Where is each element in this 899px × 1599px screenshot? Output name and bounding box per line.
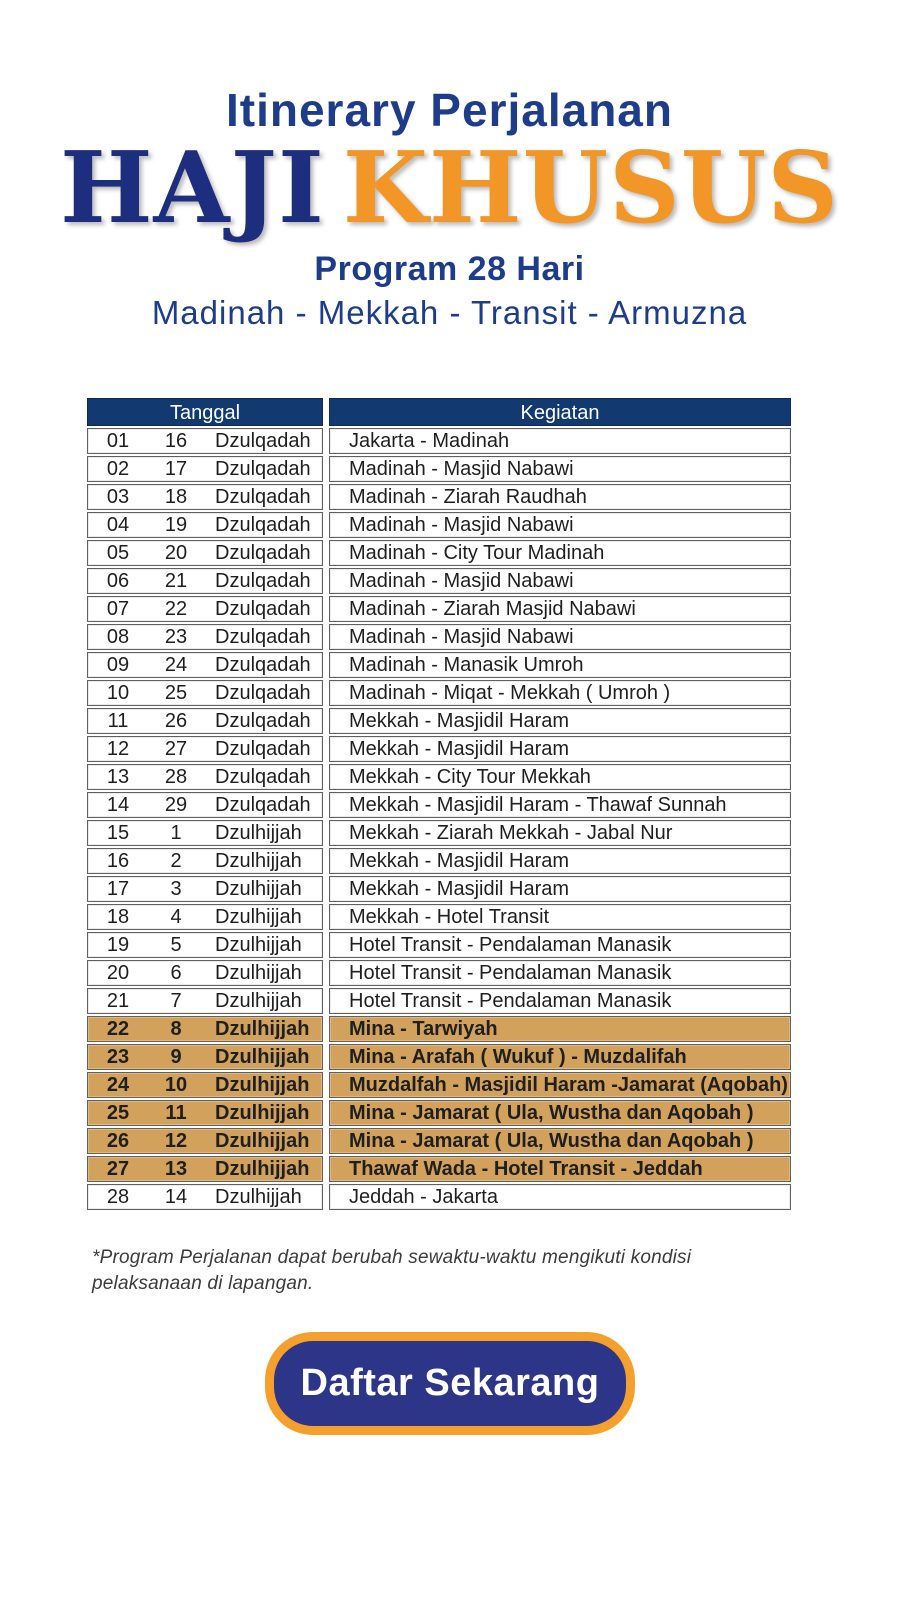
hijri-date: 26: [164, 710, 188, 732]
main-title-haji: HAJI: [59, 131, 325, 247]
activity-text: Mekkah - Hotel Transit: [349, 906, 550, 928]
tanggal-cell: [87, 428, 323, 454]
tanggal-cell: [87, 456, 323, 482]
hijri-date: 19: [164, 514, 188, 536]
activity-text: Madinah - Miqat - Mekkah ( Umroh ): [349, 682, 671, 704]
day-number: 25: [106, 1102, 130, 1124]
tanggal-cell: [87, 1016, 323, 1042]
main-title-khusus: KHUSUS: [342, 131, 840, 247]
activity-text: Muzdalfah - Masjidil Haram -Jamarat (Aqobah): [349, 1074, 788, 1096]
hijri-date: 6: [170, 962, 182, 984]
activity-text: Mina - Jamarat ( Ula, Wustha dan Aqobah ): [349, 1130, 754, 1152]
hijri-month: Dzulhijjah: [215, 962, 302, 984]
day-number: 03: [106, 486, 130, 508]
day-number: 23: [106, 1046, 130, 1068]
hijri-date: 12: [164, 1130, 188, 1152]
activity-text: Mina - Jamarat ( Ula, Wustha dan Aqobah ): [349, 1102, 754, 1124]
hijri-month: Dzulqadah: [215, 766, 311, 788]
activity-text: Madinah - City Tour Madinah: [349, 542, 605, 564]
tanggal-cell: [87, 820, 323, 846]
table-header: [87, 398, 791, 426]
activity-text: Thawaf Wada - Hotel Transit - Jeddah: [349, 1158, 703, 1180]
kegiatan-cell: [329, 932, 791, 958]
day-number: 10: [106, 682, 130, 704]
activity-text: Hotel Transit - Pendalaman Manasik: [349, 990, 672, 1012]
table-row: [87, 624, 791, 650]
hijri-date: 13: [164, 1158, 188, 1180]
tanggal-cell: [87, 596, 323, 622]
activity-text: Mekkah - City Tour Mekkah: [349, 766, 591, 788]
day-number: 28: [106, 1186, 130, 1208]
kegiatan-cell: [329, 988, 791, 1014]
kegiatan-cell: [329, 904, 791, 930]
hijri-date: 2: [170, 850, 182, 872]
day-number: 07: [106, 598, 130, 620]
table-row: [87, 960, 791, 986]
hijri-month: Dzulqadah: [215, 626, 311, 648]
hijri-month: Dzulhijjah: [215, 822, 302, 844]
tanggal-cell: [87, 484, 323, 510]
hijri-month: Dzulhijjah: [215, 1046, 310, 1068]
hijri-month: Dzulhijjah: [215, 1074, 310, 1096]
hijri-month: Dzulhijjah: [215, 878, 302, 900]
tanggal-cell: [87, 736, 323, 762]
hijri-date: 25: [164, 682, 188, 704]
hijri-month: Dzulhijjah: [215, 850, 302, 872]
table-row: [87, 904, 791, 930]
hijri-date: 27: [164, 738, 188, 760]
tanggal-cell: [87, 624, 323, 650]
hijri-month: Dzulqadah: [215, 486, 311, 508]
activity-text: Mekkah - Ziarah Mekkah - Jabal Nur: [349, 822, 673, 844]
activity-text: Mekkah - Masjidil Haram - Thawaf Sunnah: [349, 794, 727, 816]
activity-text: Mekkah - Masjidil Haram: [349, 850, 570, 872]
hijri-date: 23: [164, 626, 188, 648]
table-row: [87, 1044, 791, 1070]
day-number: 19: [106, 934, 130, 956]
day-number: 20: [106, 962, 130, 984]
hijri-month: Dzulqadah: [215, 794, 311, 816]
tanggal-cell: [87, 1184, 323, 1210]
register-button[interactable]: [265, 1332, 635, 1435]
day-number: 09: [106, 654, 130, 676]
tanggal-cell: [87, 848, 323, 874]
hijri-month: Dzulqadah: [215, 430, 311, 452]
table-row: [87, 764, 791, 790]
table-row: [87, 540, 791, 566]
table-row: [87, 1016, 791, 1042]
day-number: 16: [106, 850, 130, 872]
table-row: [87, 1100, 791, 1126]
table-row: [87, 1072, 791, 1098]
page-title: Itinerary Perjalanan: [226, 84, 673, 136]
hijri-month: Dzulqadah: [215, 598, 311, 620]
activity-text: Hotel Transit - Pendalaman Manasik: [349, 934, 672, 956]
column-header-kegiatan: Kegiatan: [329, 398, 791, 426]
hijri-date: 18: [164, 486, 188, 508]
activity-text: Mina - Tarwiyah: [349, 1018, 498, 1040]
kegiatan-cell: [329, 1072, 791, 1098]
table-row: [87, 932, 791, 958]
tanggal-cell: [87, 568, 323, 594]
kegiatan-cell: [329, 596, 791, 622]
kegiatan-cell: [329, 876, 791, 902]
table-row: [87, 428, 791, 454]
activity-text: Madinah - Masjid Nabawi: [349, 458, 574, 480]
tanggal-cell: [87, 1100, 323, 1126]
route-subtitle: Madinah - Mekkah - Transit - Armuzna: [151, 294, 748, 332]
hijri-date: 11: [165, 1102, 187, 1124]
activity-text: Madinah - Masjid Nabawi: [349, 570, 574, 592]
day-number: 22: [106, 1018, 130, 1040]
tanggal-cell: [87, 1156, 323, 1182]
hijri-month: Dzulqadah: [215, 654, 311, 676]
hijri-date: 7: [170, 990, 182, 1012]
table-body: [87, 428, 791, 1210]
kegiatan-cell: [329, 512, 791, 538]
activity-text: Madinah - Ziarah Raudhah: [349, 486, 587, 508]
hijri-month: Dzulqadah: [215, 458, 311, 480]
hijri-month: Dzulqadah: [215, 514, 311, 536]
activity-text: Jeddah - Jakarta: [349, 1186, 498, 1208]
tanggal-cell: [87, 764, 323, 790]
program-duration: Program 28 Hari: [314, 250, 585, 289]
day-number: 08: [106, 626, 130, 648]
activity-text: Madinah - Manasik Umroh: [349, 654, 584, 676]
table-row: [87, 652, 791, 678]
hijri-date: 8: [170, 1018, 182, 1040]
tanggal-cell: [87, 876, 323, 902]
hijri-month: Dzulhijjah: [215, 990, 302, 1012]
activity-text: Mekkah - Masjidil Haram: [349, 710, 570, 732]
hijri-month: Dzulqadah: [215, 570, 311, 592]
tanggal-cell: [87, 1072, 323, 1098]
hijri-date: 5: [170, 934, 182, 956]
kegiatan-cell: [329, 428, 791, 454]
kegiatan-cell: [329, 456, 791, 482]
kegiatan-cell: [329, 708, 791, 734]
table-row: [87, 876, 791, 902]
hijri-month: Dzulhijjah: [215, 1130, 310, 1152]
hijri-month: Dzulhijjah: [215, 1018, 310, 1040]
day-number: 18: [106, 906, 130, 928]
kegiatan-cell: [329, 1100, 791, 1126]
hijri-date: 9: [170, 1046, 182, 1068]
activity-text: Mina - Arafah ( Wukuf ) - Muzdalifah: [349, 1046, 687, 1068]
tanggal-cell: [87, 1044, 323, 1070]
itinerary-table: [87, 398, 791, 1212]
table-row: [87, 456, 791, 482]
hijri-month: Dzulhijjah: [215, 934, 302, 956]
table-row: [87, 484, 791, 510]
header: [0, 0, 899, 332]
table-row: [87, 568, 791, 594]
day-number: 02: [106, 458, 130, 480]
kegiatan-cell: [329, 568, 791, 594]
day-number: 01: [106, 430, 130, 452]
tanggal-cell: [87, 512, 323, 538]
hijri-date: 28: [164, 766, 188, 788]
tanggal-cell: [87, 988, 323, 1014]
tanggal-cell: [87, 960, 323, 986]
day-number: 27: [106, 1158, 130, 1180]
kegiatan-cell: [329, 1156, 791, 1182]
kegiatan-cell: [329, 792, 791, 818]
table-row: [87, 1128, 791, 1154]
kegiatan-cell: [329, 484, 791, 510]
hijri-month: Dzulhijjah: [215, 906, 302, 928]
kegiatan-cell: [329, 652, 791, 678]
hijri-month: Dzulqadah: [215, 682, 311, 704]
table-row: [87, 1184, 791, 1210]
day-number: 05: [106, 542, 130, 564]
day-number: 21: [106, 990, 130, 1012]
kegiatan-cell: [329, 820, 791, 846]
activity-text: Jakarta - Madinah: [349, 430, 510, 452]
tanggal-cell: [87, 904, 323, 930]
day-number: 24: [106, 1074, 130, 1096]
day-number: 14: [106, 794, 130, 816]
day-number: 15: [106, 822, 130, 844]
kegiatan-cell: [329, 764, 791, 790]
main-title: [0, 131, 899, 247]
kegiatan-cell: [329, 1044, 791, 1070]
tanggal-cell: [87, 792, 323, 818]
tanggal-cell: [87, 680, 323, 706]
tanggal-cell: [87, 932, 323, 958]
table-row: [87, 736, 791, 762]
day-number: 11: [107, 710, 129, 732]
register-button-label: Daftar Sekarang: [300, 1362, 600, 1404]
table-row: [87, 512, 791, 538]
day-number: 13: [106, 766, 130, 788]
hijri-date: 10: [164, 1074, 188, 1096]
activity-text: Mekkah - Masjidil Haram: [349, 738, 570, 760]
hijri-date: 4: [170, 906, 182, 928]
day-number: 06: [106, 570, 130, 592]
hijri-month: Dzulqadah: [215, 542, 311, 564]
hijri-month: Dzulqadah: [215, 710, 311, 732]
table-row: [87, 848, 791, 874]
hijri-date: 14: [164, 1186, 188, 1208]
kegiatan-cell: [329, 624, 791, 650]
table-row: [87, 1156, 791, 1182]
kegiatan-cell: [329, 680, 791, 706]
table-row: [87, 820, 791, 846]
kegiatan-cell: [329, 848, 791, 874]
kegiatan-cell: [329, 1128, 791, 1154]
hijri-month: Dzulqadah: [215, 738, 311, 760]
hijri-month: Dzulhijjah: [215, 1158, 310, 1180]
hijri-date: 20: [164, 542, 188, 564]
kegiatan-cell: [329, 1016, 791, 1042]
hijri-date: 16: [164, 430, 188, 452]
disclaimer-note: *Program Perjalanan dapat berubah sewaktu-waktu mengikuti kondisi pelaksanaan di lapangan.: [92, 1247, 692, 1294]
tanggal-cell: [87, 540, 323, 566]
kegiatan-cell: [329, 1184, 791, 1210]
day-number: 12: [106, 738, 130, 760]
table-row: [87, 988, 791, 1014]
activity-text: Hotel Transit - Pendalaman Manasik: [349, 962, 672, 984]
column-header-tanggal: Tanggal: [87, 398, 323, 426]
table-row: [87, 708, 791, 734]
activity-text: Madinah - Masjid Nabawi: [349, 626, 574, 648]
hijri-date: 1: [170, 822, 182, 844]
table-row: [87, 680, 791, 706]
activity-text: Madinah - Masjid Nabawi: [349, 514, 574, 536]
hijri-month: Dzulhijjah: [215, 1186, 302, 1208]
hijri-month: Dzulhijjah: [215, 1102, 310, 1124]
hijri-date: 17: [164, 458, 188, 480]
tanggal-cell: [87, 1128, 323, 1154]
hijri-date: 21: [164, 570, 188, 592]
kegiatan-cell: [329, 736, 791, 762]
tanggal-cell: [87, 652, 323, 678]
hijri-date: 22: [164, 598, 188, 620]
day-number: 26: [106, 1130, 130, 1152]
activity-text: Madinah - Ziarah Masjid Nabawi: [349, 598, 636, 620]
hijri-date: 3: [170, 878, 182, 900]
hijri-date: 24: [164, 654, 188, 676]
kegiatan-cell: [329, 540, 791, 566]
hijri-date: 29: [164, 794, 188, 816]
day-number: 17: [106, 878, 130, 900]
day-number: 04: [106, 514, 130, 536]
table-row: [87, 596, 791, 622]
kegiatan-cell: [329, 960, 791, 986]
activity-text: Mekkah - Masjidil Haram: [349, 878, 570, 900]
table-row: [87, 792, 791, 818]
tanggal-cell: [87, 708, 323, 734]
